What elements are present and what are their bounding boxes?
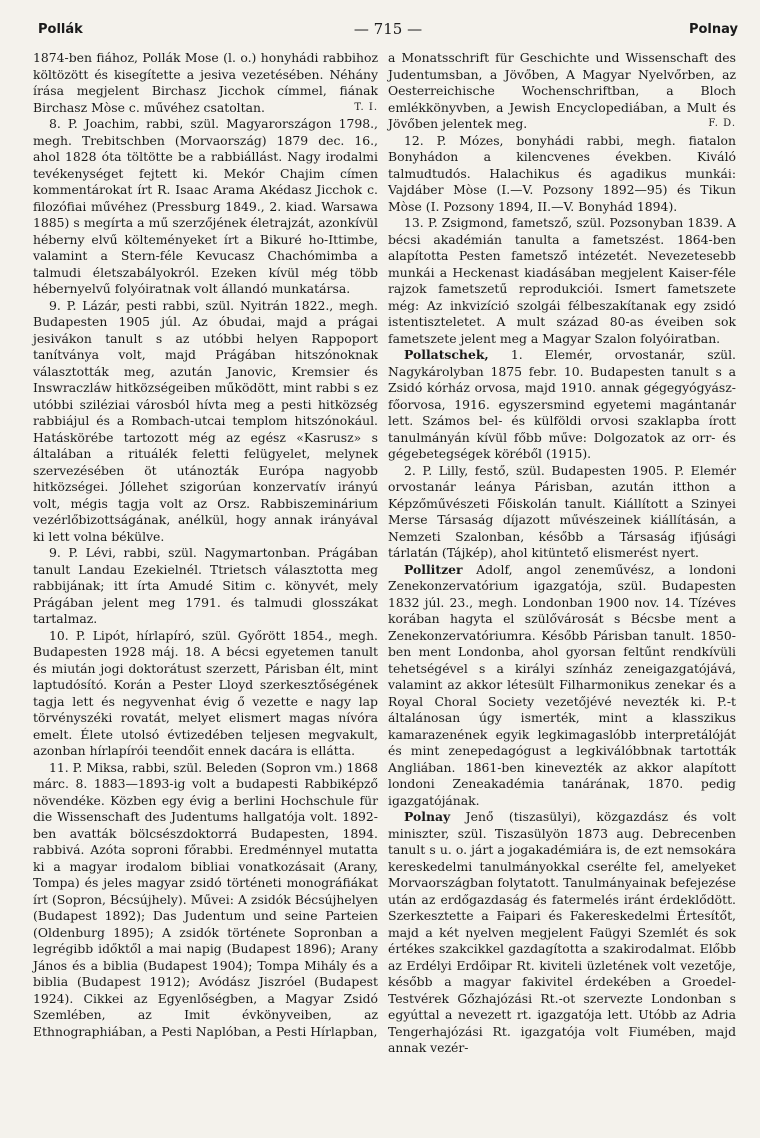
right-column xyxy=(388,50,736,1057)
entry-text: 12. P. Mózes, bonyhádi rabbi, megh. fiatalon Bonyhádon a kilencvenes években. Kiváló talmudtudós. Halachikus és agadikus munkái: Vajdáber Mòse (I.—V. Pozsony 1892—95) és Tikun Mòse (I. Pozsony 1894, II.—V. Bonyhád 1894). xyxy=(388,132,736,214)
entry-paragraph xyxy=(33,50,378,116)
entry-paragraph xyxy=(388,133,736,216)
page-header xyxy=(38,22,738,42)
entry-paragraph xyxy=(388,562,736,810)
entry-text: 8. P. Joachim, rabbi, szül. Magyarországon 1798., megh. Trebitschben (Morvaország) 1879 dec. 16., ahol 1828 óta töltötte be a rabbiállást. Nagy irodalmi tevékenységet fejtett ki. Mekór Chajim címen kommentárokat írt R. Isaac Arama Akédasz Jicchok c. filozófiai művéhez (Pressburg 1849., 2. kiad. Warsawa 1885) s megírta a mű szerzőjének életrajzát, azonkívül héberny elvű költeményeket írt a Bikuré ho-Ittimbe, valamint a Stern-féle Kevucasz Chachómimba a talmudi életszabályokról. Ezeken kívül még több hébernyelvű folyóiratnak volt állandó munkatársa. xyxy=(33,116,378,296)
left-column xyxy=(33,50,378,1040)
entry-paragraph xyxy=(33,298,378,546)
entry-paragraph xyxy=(33,545,378,628)
entry-text: 9. P. Lázár, pesti rabbi, szül. Nyitrán 1822., megh. Budapesten 1905 júl. Az óbudai, majd a prágai jesivákon tanult s az utóbbi helyen Rappoport tanítványa volt, majd Prágában hitszónoknak választották meg, azután Janovic, Kremsier és Inswraczláw hitközségeiben működött, mint rabbi s ez utóbbi sziléziai városból hívta meg a pesti hitközség rabbiájul és a Rombach-utcai templom hitszónokául. Hatáskörébe tartozott még az egész «Kasrusz» s általában a rituálék feletti felügyelet, melynek szervezésében öt utánozták Európa nagyobb hitközségei. Jóllehet szigorúan konzervatív irányú volt, mégis tagja volt az Orsz. Rabbiszeminárium vezérlőbizottságának, anélkül, hogy annak irányával ki lett volna békülve. xyxy=(33,297,378,544)
entry-paragraph xyxy=(388,347,736,463)
entry-text: 11. P. Miksa, rabbi, szül. Beleden (Sopron vm.) 1868 márc. 8. 1883—1893-ig volt a budapesti Rabbiképző növendéke. Közben egy évig a berlini Hochschule für die Wissenschaft des Judentums hallgatója volt. 1892-ben avatták bölcsészdoktorrá Budapesten, 1894. rabbivá. Azóta soproni főrabbi. Eredménnyel mutatta ki a magyar irodalom bibliai vonatkozásait (Arany, Tompa) és jeles magyar zsidó történeti monográfiákat írt (Sopron, Bécsújhely). Művei: A zsidók Bécsújhelyen (Budapest 1892); Das Judentum und seine Parteien (Oldenburg 1895); A zsidók története Sopronban a legrégibb időktől a mai napig (Budapest 1896); Arany János és a biblia (Budapest 1904); Tompa Mihály és a biblia (Budapest 1912); Avódász Jiszróel (Budapest 1924). Cikkei az Egyenlőségben, a Magyar Zsidó Szemlében, az Imit évkönyveiben, az Ethnographiában, a Pesti Naplóban, a Pesti Hírlapban, xyxy=(33,759,378,1039)
entry-text: 10. P. Lipót, hírlapíró, szül. Győrött 1854., megh. Budapesten 1928 máj. 18. A bécsi egyetemen tanult és miután jogi doktorátust szerzett, Párisban élt, mint laptudósító. Korán a Pester Lloyd szerkesztőségének tagja lett és negyvenhat évig ő vezette e nagy lap törvényszéki rovatát, melyet elismert magas nívóra emelt. Élete utolsó évtizedében teljesen megvakult, azonban hírlapírói teendőit ennek dacára is ellátta. xyxy=(33,627,378,758)
author-signature: F. D. xyxy=(708,118,736,129)
entry-paragraph xyxy=(388,809,736,1057)
entry-headword: Pollatschek, xyxy=(404,347,489,362)
entry-paragraph xyxy=(388,463,736,562)
entry-text: a Monatsschrift für Geschichte und Wissenschaft des Judentumsban, a Jövőben, A Magyar Nyelvőrben, az Oesterreichische Wochenschriftban, a Bloch emlékkönyvben, a Jewish Encyclopediában, a Mult és Jövőben jelentek meg. xyxy=(388,50,736,131)
page-number: — 715 — xyxy=(353,20,423,38)
entry-headword: Polnay xyxy=(404,809,451,824)
entry-text: 1874-ben fiához, Pollák Mose (l. o.) honyhádi rabbihoz költözött és kisegítette a jesiva vezetésében. Néhány írása megjelent Birchasz Jicchok címmel, fiának Birchasz Mòse c. művéhez csatoltan. xyxy=(33,50,378,115)
entry-text: 9. P. Lévi, rabbi, szül. Nagymartonban. Prágában tanult Landau Ezekielnél. Ttrietsch választotta meg rabbijának; itt írta Amudé Sitim c. könyvét, mely Prágában jelent meg 1791. és talmudi glosszákat tartalmaz. xyxy=(33,545,378,626)
header-left-keyword: Pollák xyxy=(38,22,83,37)
entry-paragraph xyxy=(33,760,378,1041)
author-signature: T. I. xyxy=(354,101,378,113)
entry-text: Jenő (tiszasülyi), közgazdász és volt miniszter, szül. Tiszasülyön 1873 aug. Debrecenben tanult s u. o. járt a jogakadémiára is, de ezt nemsokára kereskedelmi tanulmányokkal cserélte fel, amelyeket Morvaországban folytatott. Tanulmányainak befejezése után az erdőgazdaság és fatermelés iránt érdeklődött. Szerkesztette a Faipari és Fakereskedelmi Értesítőt, majd a két nyelven megjelent Faügyi Szemlét és sok értékes szakcikkel gazdagította a szakirodalmat. Előbb az Erdélyi Erdőipar Rt. kiviteli üzletének volt vezetője, később a magyar fakivitel érdekében a Groedel-Testvérek Gőzhajózási Rt.-ot szervezte Londonban s egyúttal a nevezett rt. igazgatója lett. Utóbb az Adria Tengerhajózási Rt. igazgatója volt Fiumében, majd annak vezér- xyxy=(388,809,736,1055)
header-right-keyword: Polnay xyxy=(688,22,738,37)
entry-paragraph xyxy=(388,215,736,347)
entry-text: Adolf, angol zeneművész, a londoni Zenekonzervatórium igazgatója, szül. Budapesten 1832 júl. 23., megh. Londonban 1900 nov. 14. Tízéves korában hagyta el szülővárosát s Bécsbe ment a Zenekonzervatóriumra. Később Párisban tanult. 1850-ben ment Londonba, ahol gyorsan feltűnt rendkívüli tehetségével s a királyi színház zeneigazgatójává, valamint az akkor létesült Filharmonikus zenekar és a Royal Choral Society vezetőjévé nevezték ki. P.-t általánosan úgy ismerték, mint a klasszikus kamarazenének egyik legkimagaslóbb interpretálóját és mint zenepedagógust a legkiválóbbnak tartották Angliában. 1861-ben kinevezték az akkor alapított londoni Zeneakadémia tanárának, 1870. pedig igazgatójának. xyxy=(388,561,736,808)
entry-headword: Pollitzer xyxy=(404,561,463,577)
entry-paragraph xyxy=(388,50,736,133)
entry-paragraph xyxy=(33,628,378,760)
entry-text: 1. Elemér, orvostanár, szül. Nagykárolyban 1875 febr. 10. Budapesten tanult s a Zsidó kórház orvosa, majd 1910. annak gégegyógyász-főorvosa, 1916. egyszersmind egyetemi magántanár lett. Számos bel- és külföldi orvosi szaklapba írott tanulmányán kívül főbb műve: Dolgozatok az orr- és gégebetegségek köréből (1915). xyxy=(388,347,736,461)
entry-text: 13. P. Zsigmond, fametsző, szül. Pozsonyban 1839. A bécsi akadémián tanulta a fametszést. 1864-ben alapította Pesten fametsző intézetét. Nevezetesebb munkái a Heckenast kiadásában megjelent Kaiser-féle rajzok fametszetű reprodukciói. Ismert fametszete még: Az inkvizíció szolgái félbeszakítanak egy zsidó istentiszteletet. A mult század 80-as éveiben sok fametszete jelent meg a Magyar Szalon folyóiratban. xyxy=(388,215,736,346)
entry-text: 2. P. Lilly, festő, szül. Budapesten 1905. P. Elemér orvostanár leánya Párisban, azután itthon a Képzőművészeti Főiskolán tanult. Kiállított a Szinyei Merse Társaság díjazott művészeinek kiállításán, a Nemzeti Szalonban, később a Társaság ifjúsági tárlatán (Tájkép), ahol kitüntető elismerést nyert. xyxy=(388,462,736,560)
entry-paragraph xyxy=(33,116,378,298)
